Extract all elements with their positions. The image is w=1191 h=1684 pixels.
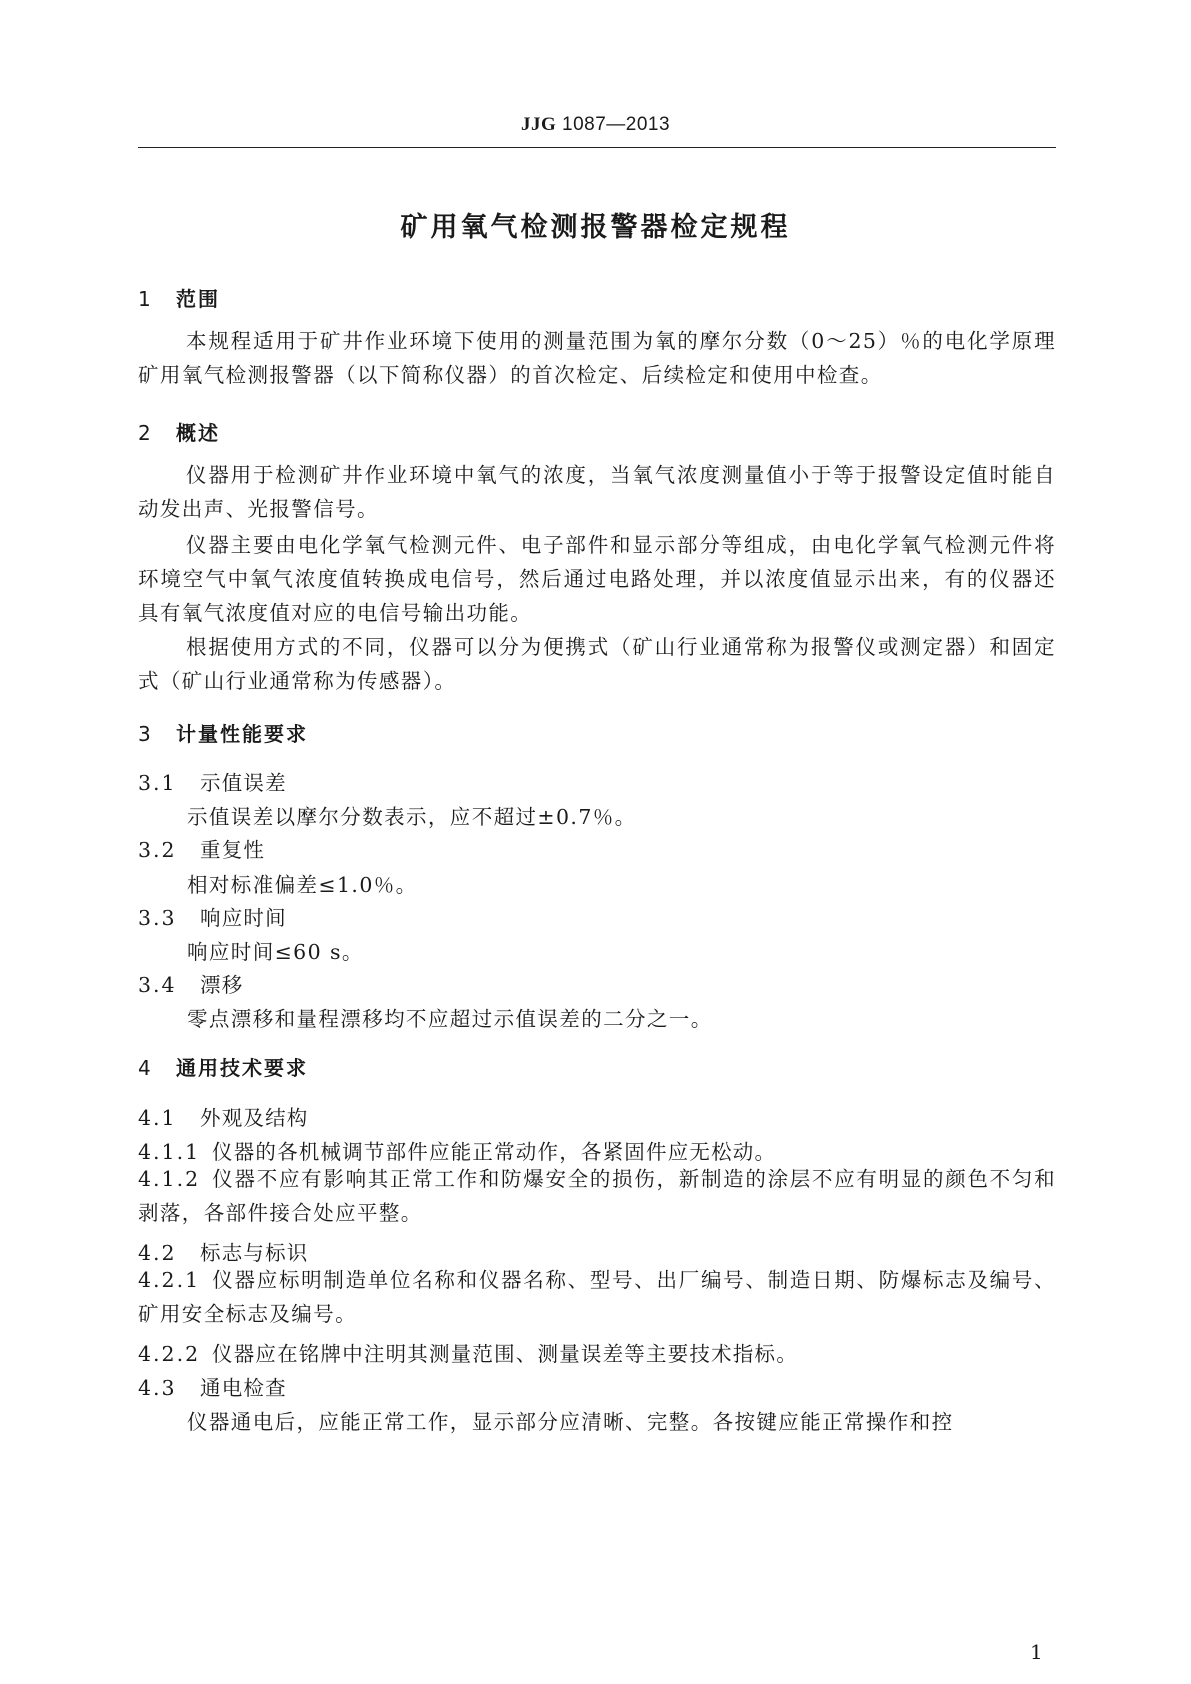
clause-4-3-text: 仪器通电后，应能正常工作，显示部分应清晰、完整。各按键应能正常操作和控	[187, 1410, 954, 1434]
standard-code: JJG 1087—2013	[520, 114, 671, 135]
clause-3-2-text: 相对标准偏差≤1.0％。	[187, 873, 418, 897]
page-number: 1	[1030, 1640, 1043, 1664]
section-1-paragraph: 本规程适用于矿井作业环境下使用的测量范围为氧的摩尔分数（0～25）％的电化学原理矿用氧气检测报警器（以下简称仪器）的首次检定、后续检定和使用中检查。	[138, 329, 1056, 387]
clause-4-2-heading: 4.2 标志与标识	[138, 1241, 309, 1265]
section-3-heading: 3 计量性能要求	[138, 722, 308, 746]
clause-4-1-heading: 4.1 外观及结构	[138, 1106, 309, 1130]
clause-3-2-heading: 3.2 重复性	[138, 838, 266, 862]
clause-3-4-text: 零点漂移和量程漂移均不应超过示值误差的二分之一。	[187, 1007, 713, 1031]
clause-3-1-heading: 3.1 示值误差	[138, 771, 287, 795]
section-4-heading: 4 通用技术要求	[138, 1056, 308, 1080]
section-2-paragraph-1: 仪器用于检测矿井作业环境中氧气的浓度，当氧气浓度测量值小于等于报警设定值时能自动发出声、光报警信号。	[138, 463, 1056, 521]
clause-4-3-heading: 4.3 通电检查	[138, 1376, 287, 1400]
section-1-heading: 1 范围	[138, 287, 220, 311]
header-rule	[138, 147, 1056, 148]
clause-4-1-2: 4.1.2 仪器不应有影响其正常工作和防爆安全的损伤，新制造的涂层不应有明显的颜色不匀和剥落，各部件接合处应平整。	[138, 1167, 1056, 1225]
clause-4-2-2: 4.2.2 仪器应在铭牌中注明其测量范围、测量误差等主要技术指标。	[138, 1342, 798, 1366]
clause-4-1-1: 4.1.1 仪器的各机械调节部件应能正常动作，各紧固件应无松动。	[138, 1140, 777, 1164]
clause-3-3-text: 响应时间≤60 s。	[187, 940, 364, 964]
clause-3-1-text: 示值误差以摩尔分数表示，应不超过±0.7％。	[187, 805, 637, 829]
clause-4-2-1: 4.2.1 仪器应标明制造单位名称和仪器名称、型号、出厂编号、制造日期、防爆标志及编号、矿用安全标志及编号。	[138, 1268, 1056, 1326]
section-2-paragraph-3: 根据使用方式的不同，仪器可以分为便携式（矿山行业通常称为报警仪或测定器）和固定式（矿山行业通常称为传感器）。	[138, 635, 1056, 693]
section-2-paragraph-2: 仪器主要由电化学氧气检测元件、电子部件和显示部分等组成，由电化学氧气检测元件将环境空气中氧气浓度值转换成电信号，然后通过电路处理，并以浓度值显示出来，有的仪器还具有氧气浓度值对应的电信号输出功能。	[138, 533, 1056, 625]
section-2-heading: 2 概述	[138, 421, 220, 445]
clause-3-3-heading: 3.3 响应时间	[138, 906, 287, 930]
document-title: 矿用氧气检测报警器检定规程	[400, 212, 791, 243]
clause-3-4-heading: 3.4 漂移	[138, 973, 244, 997]
